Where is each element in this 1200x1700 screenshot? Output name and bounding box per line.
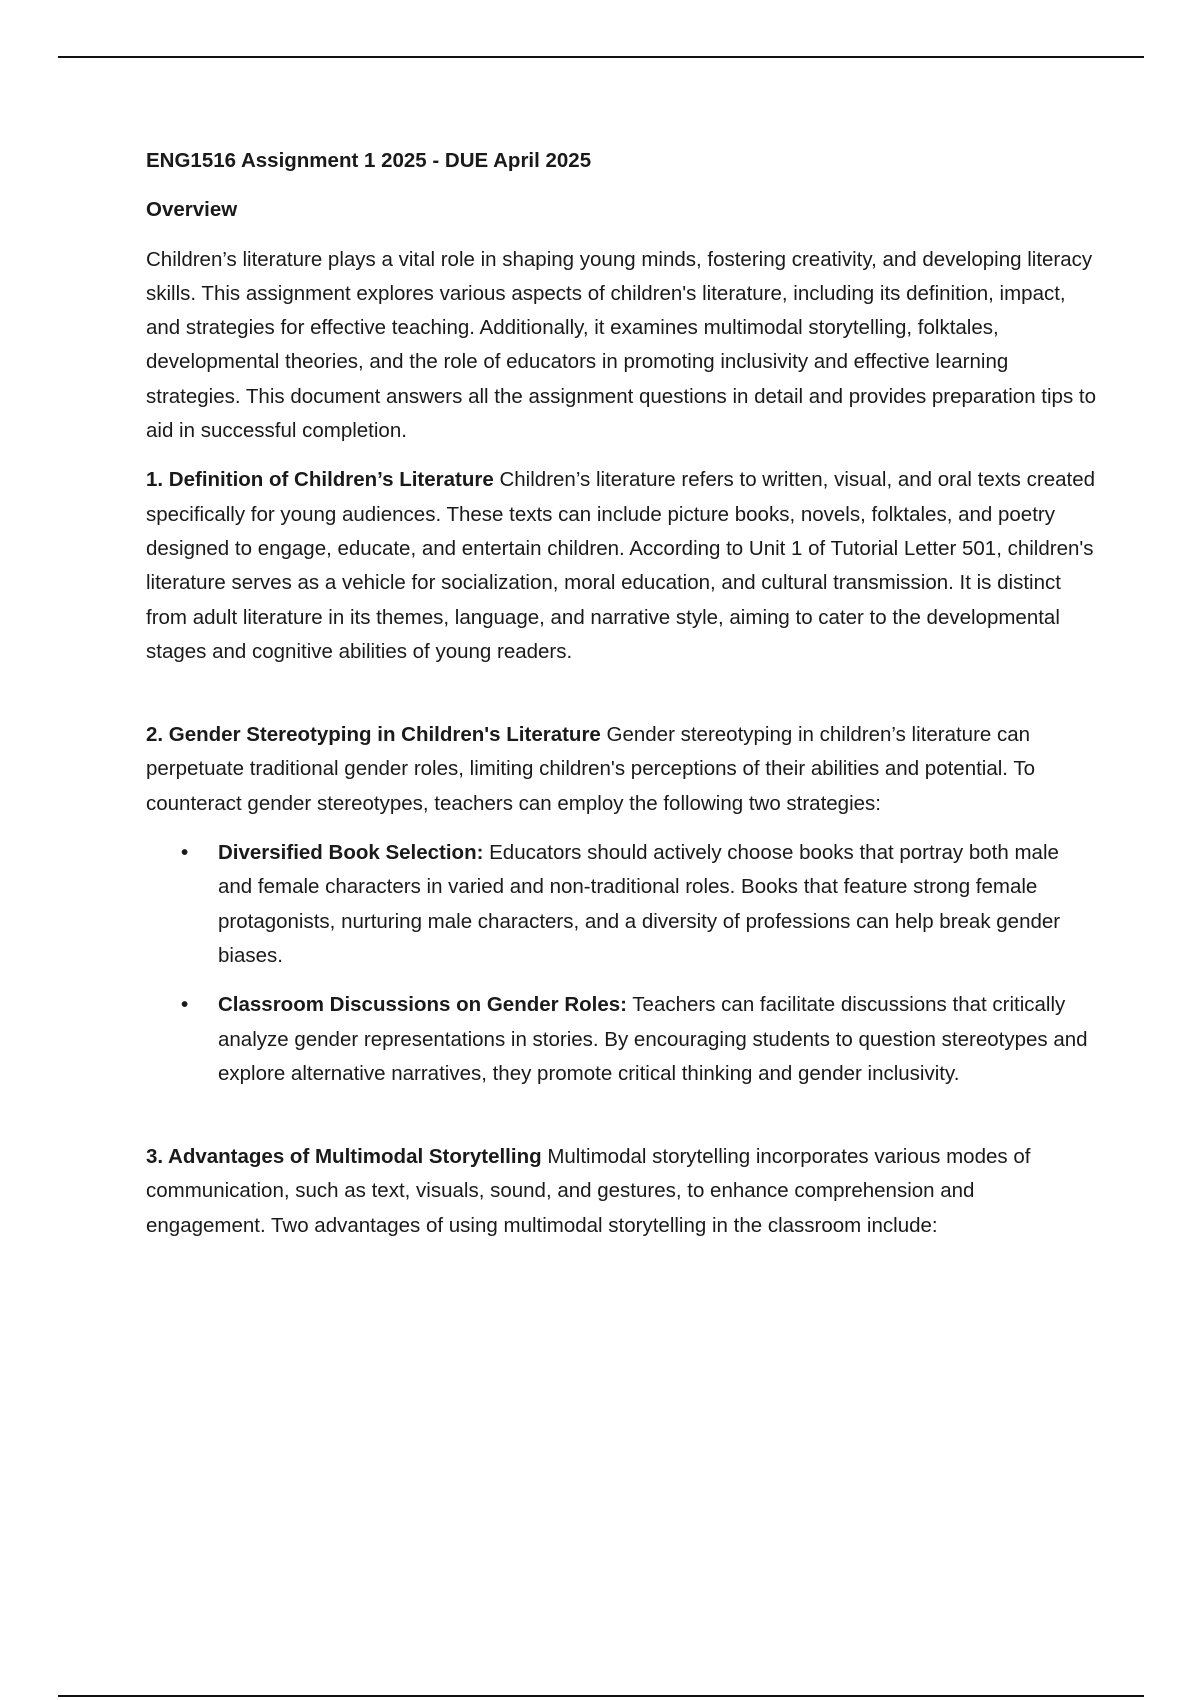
list-item-body: Teachers can facilitate discussions that critically analyze gender representations in stories. By encouraging students to question stereotypes and explore alternative narratives, they promote critical thinking and gender inclusivity. (218, 993, 1088, 1085)
overview-heading: Overview (146, 198, 238, 222)
bullet-icon: • (181, 993, 189, 1017)
section-multimodal (146, 1140, 1096, 1243)
spacer (146, 684, 1096, 718)
document-title: ENG1516 Assignment 1 2025 - DUE April 2025 (146, 149, 592, 172)
list-item-text (218, 993, 1088, 1085)
list-item (146, 836, 1096, 973)
list-item-body: Educators should actively choose books that portray both male and female characters in varied and non-traditional roles. Books that feature strong female protagonists, nurturing male characters, and a diversity of professions can help break gender biases. (218, 841, 1061, 967)
strategy-list (146, 836, 1096, 1091)
section-gender-stereotyping (146, 718, 1096, 821)
section-definition-text: Children’s literature refers to written, visual, and oral texts created specifically for young audiences. These texts can include picture books, novels, folktales, and poetry designed to engage, educate, and entertain children. According to Unit 1 of Tutorial Letter 501, children's literature serves as a vehicle for socialization, moral education, and cultural transmission. It is distinct from adult literature in its themes, language, and narrative style, aiming to cater to the developmental stages and cognitive abilities of young readers. (146, 468, 1096, 663)
list-item (146, 988, 1096, 1091)
overview-paragraph: Children’s literature plays a vital role in shaping young minds, fostering creativity, and developing literacy skills. This assignment explores various aspects of children's literature, including its definition, impact, and strategies for effective teaching. Additionally, it examines multimodal storytelling, folktales, developmental theories, and the role of educators in promoting inclusivity and effective learning strategies. This document answers all the assignment questions in detail and provides preparation tips to aid in successful completion. (146, 247, 1096, 443)
section-gender-text: Gender stereotyping in children’s literature can perpetuate traditional gender roles, limiting children's perceptions of their abilities and potential. To counteract gender stereotypes, teachers can employ the following two strategies: (146, 723, 1035, 815)
top-rule (58, 56, 1144, 58)
list-item-label: Diversified Book Selection: (218, 841, 484, 865)
list-item-label: Classroom Discussions on Gender Roles: (218, 993, 627, 1017)
section-definition (146, 463, 1096, 669)
section-multimodal-heading: 3. Advantages of Multimodal Storytelling (146, 1145, 542, 1169)
section-definition-heading: 1. Definition of Children’s Literature (146, 468, 494, 492)
spacer (146, 1106, 1096, 1140)
list-item-text (218, 841, 1060, 967)
section-gender-heading: 2. Gender Stereotyping in Children's Literature (146, 723, 601, 747)
document-body (146, 144, 1096, 1258)
bottom-rule (58, 1695, 1144, 1697)
section-multimodal-text: Multimodal storytelling incorporates various modes of communication, such as text, visuals, sound, and gestures, to enhance comprehension and engagement. Two advantages of using multimodal storytelling in the classroom include: (146, 1145, 1031, 1237)
bullet-icon: • (181, 841, 189, 865)
